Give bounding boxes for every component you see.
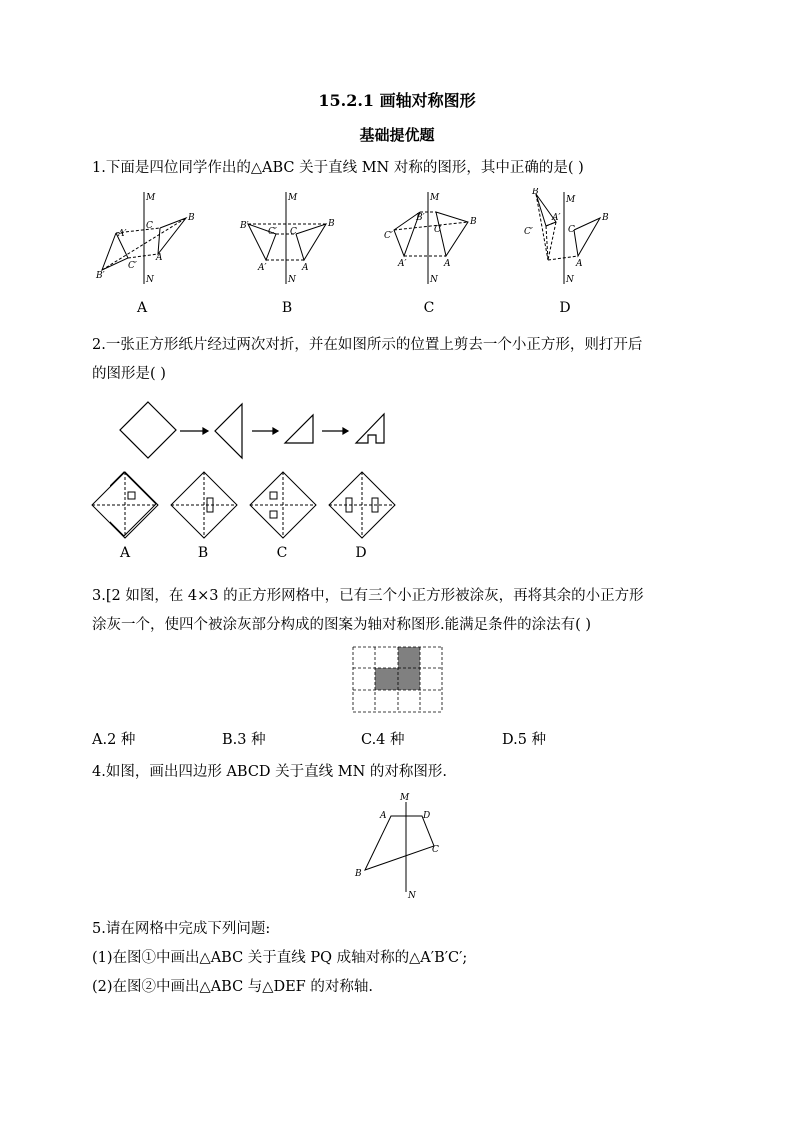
q1-figure-d [536,192,600,284]
q2-option-b-figure [171,472,237,538]
q1a-label-cp: C′ [128,261,137,271]
q1b-label-cp: C′ [268,227,277,237]
q1-option-b-label: B [281,300,293,316]
q1c-label-a: A [444,259,451,269]
q2-option-c-label: C [276,545,288,561]
q1c-label-n: N [430,275,438,285]
q1d-label-n: N [566,275,574,285]
q1c-label-b: B [470,217,477,227]
q1-figure-c [394,192,468,284]
q5-text-line2: (1)在图①中画出△ABC 关于直线 PQ 成轴对称的△A′B′C′; [92,950,468,966]
q2-options [90,470,400,540]
q1a-label-a: A [156,253,163,263]
q1b-label-ap: A′ [258,263,267,273]
q1-option-c-label: C [423,300,435,316]
q4-label-b: B [355,869,362,879]
q1b-label-m: M [288,193,298,203]
q4-label-c: C [432,845,439,855]
q1b-label-a: A [302,263,309,273]
q1a-label-ap: A′ [118,229,127,239]
q3-shaded-cell [398,647,420,668]
q3-text-line1: 3.[2 如图，在 4×3 的正方形网格中，已有三个小正方形被涂灰，再将其余的小正方形 [92,588,644,604]
q3-shaded-cell [375,668,398,690]
q4-label-m: M [400,793,410,803]
page-title: 15.2.1 画轴对称图形 [318,91,476,110]
q1d-label-m: M [566,195,576,205]
q1c-label-bp: B′ [416,213,425,223]
q1c-label-c: C [434,225,441,235]
q1d-label-cp: C′ [524,227,533,237]
q4-label-d: D [423,811,431,821]
q2-option-a-figure [92,472,158,538]
q1a-label-n: N [146,275,154,285]
q5-text-line3: (2)在图②中画出△ABC 与△DEF 的对称轴. [92,979,373,995]
q1a-label-m: M [146,193,156,203]
q1b-label-c: C [290,227,297,237]
q2-option-a-label: A [119,545,131,561]
q1d-label-ap: A′ [552,213,561,223]
q4-label-n: N [408,891,416,901]
q1-text: 1.下面是四位同学作出的△ABC 关于直线 MN 对称的图形，其中正确的是( ) [92,160,584,176]
q2-option-d-figure [329,472,395,538]
q1-option-a-label: A [136,300,148,316]
q1a-label-b: B [188,213,195,223]
q1d-label-b-top: B [532,188,539,197]
q1-figure-a [102,192,186,284]
q1c-label-cp: C′ [384,231,393,241]
q1d-label-c: C [568,225,575,235]
q1-figures [90,188,650,293]
q2-text-line1: 2.一张正方形纸片经过两次对折，并在如图所示的位置上剪去一个小正方形，则打开后 [92,337,643,353]
q2-option-c-figure [250,472,316,538]
q3-text-line2: 涂灰一个，使四个被涂灰部分构成的图案为轴对称图形.能满足条件的涂法有( ) [92,617,592,633]
q3-grid [352,646,444,714]
q3-option-c: C.4 种 [361,732,405,748]
q1a-label-c: C [146,221,153,231]
q4-figure [350,788,450,902]
q3-option-d: D.5 种 [502,732,547,748]
q3-shaded-cell [398,668,420,690]
q1b-label-n: N [288,275,296,285]
q3-option-a: A.2 种 [92,732,136,748]
q1c-label-m: M [430,193,440,203]
q2-folding-sequence [120,402,384,458]
q2-option-b-label: B [197,545,209,561]
q3-option-b: B.3 种 [222,732,266,748]
q1a-label-bp: B′ [96,271,105,281]
q4-text: 4.如图，画出四边形 ABCD 关于直线 MN 的对称图形. [92,764,448,780]
q1c-label-ap: A′ [398,259,407,269]
q1d-label-a: A [576,259,583,269]
q2-option-d-label: D [355,545,367,561]
q1b-label-b: B [328,219,335,229]
q1b-label-bp: B′ [240,221,249,231]
q2-text-line2: 的图形是( ) [92,366,166,382]
q5-text-line1: 5.请在网格中完成下列问题: [92,921,271,937]
q1-option-d-label: D [559,300,571,316]
q4-label-a: A [380,811,387,821]
section-subtitle: 基础提优题 [359,126,435,144]
q1d-label-b: B [602,213,609,223]
